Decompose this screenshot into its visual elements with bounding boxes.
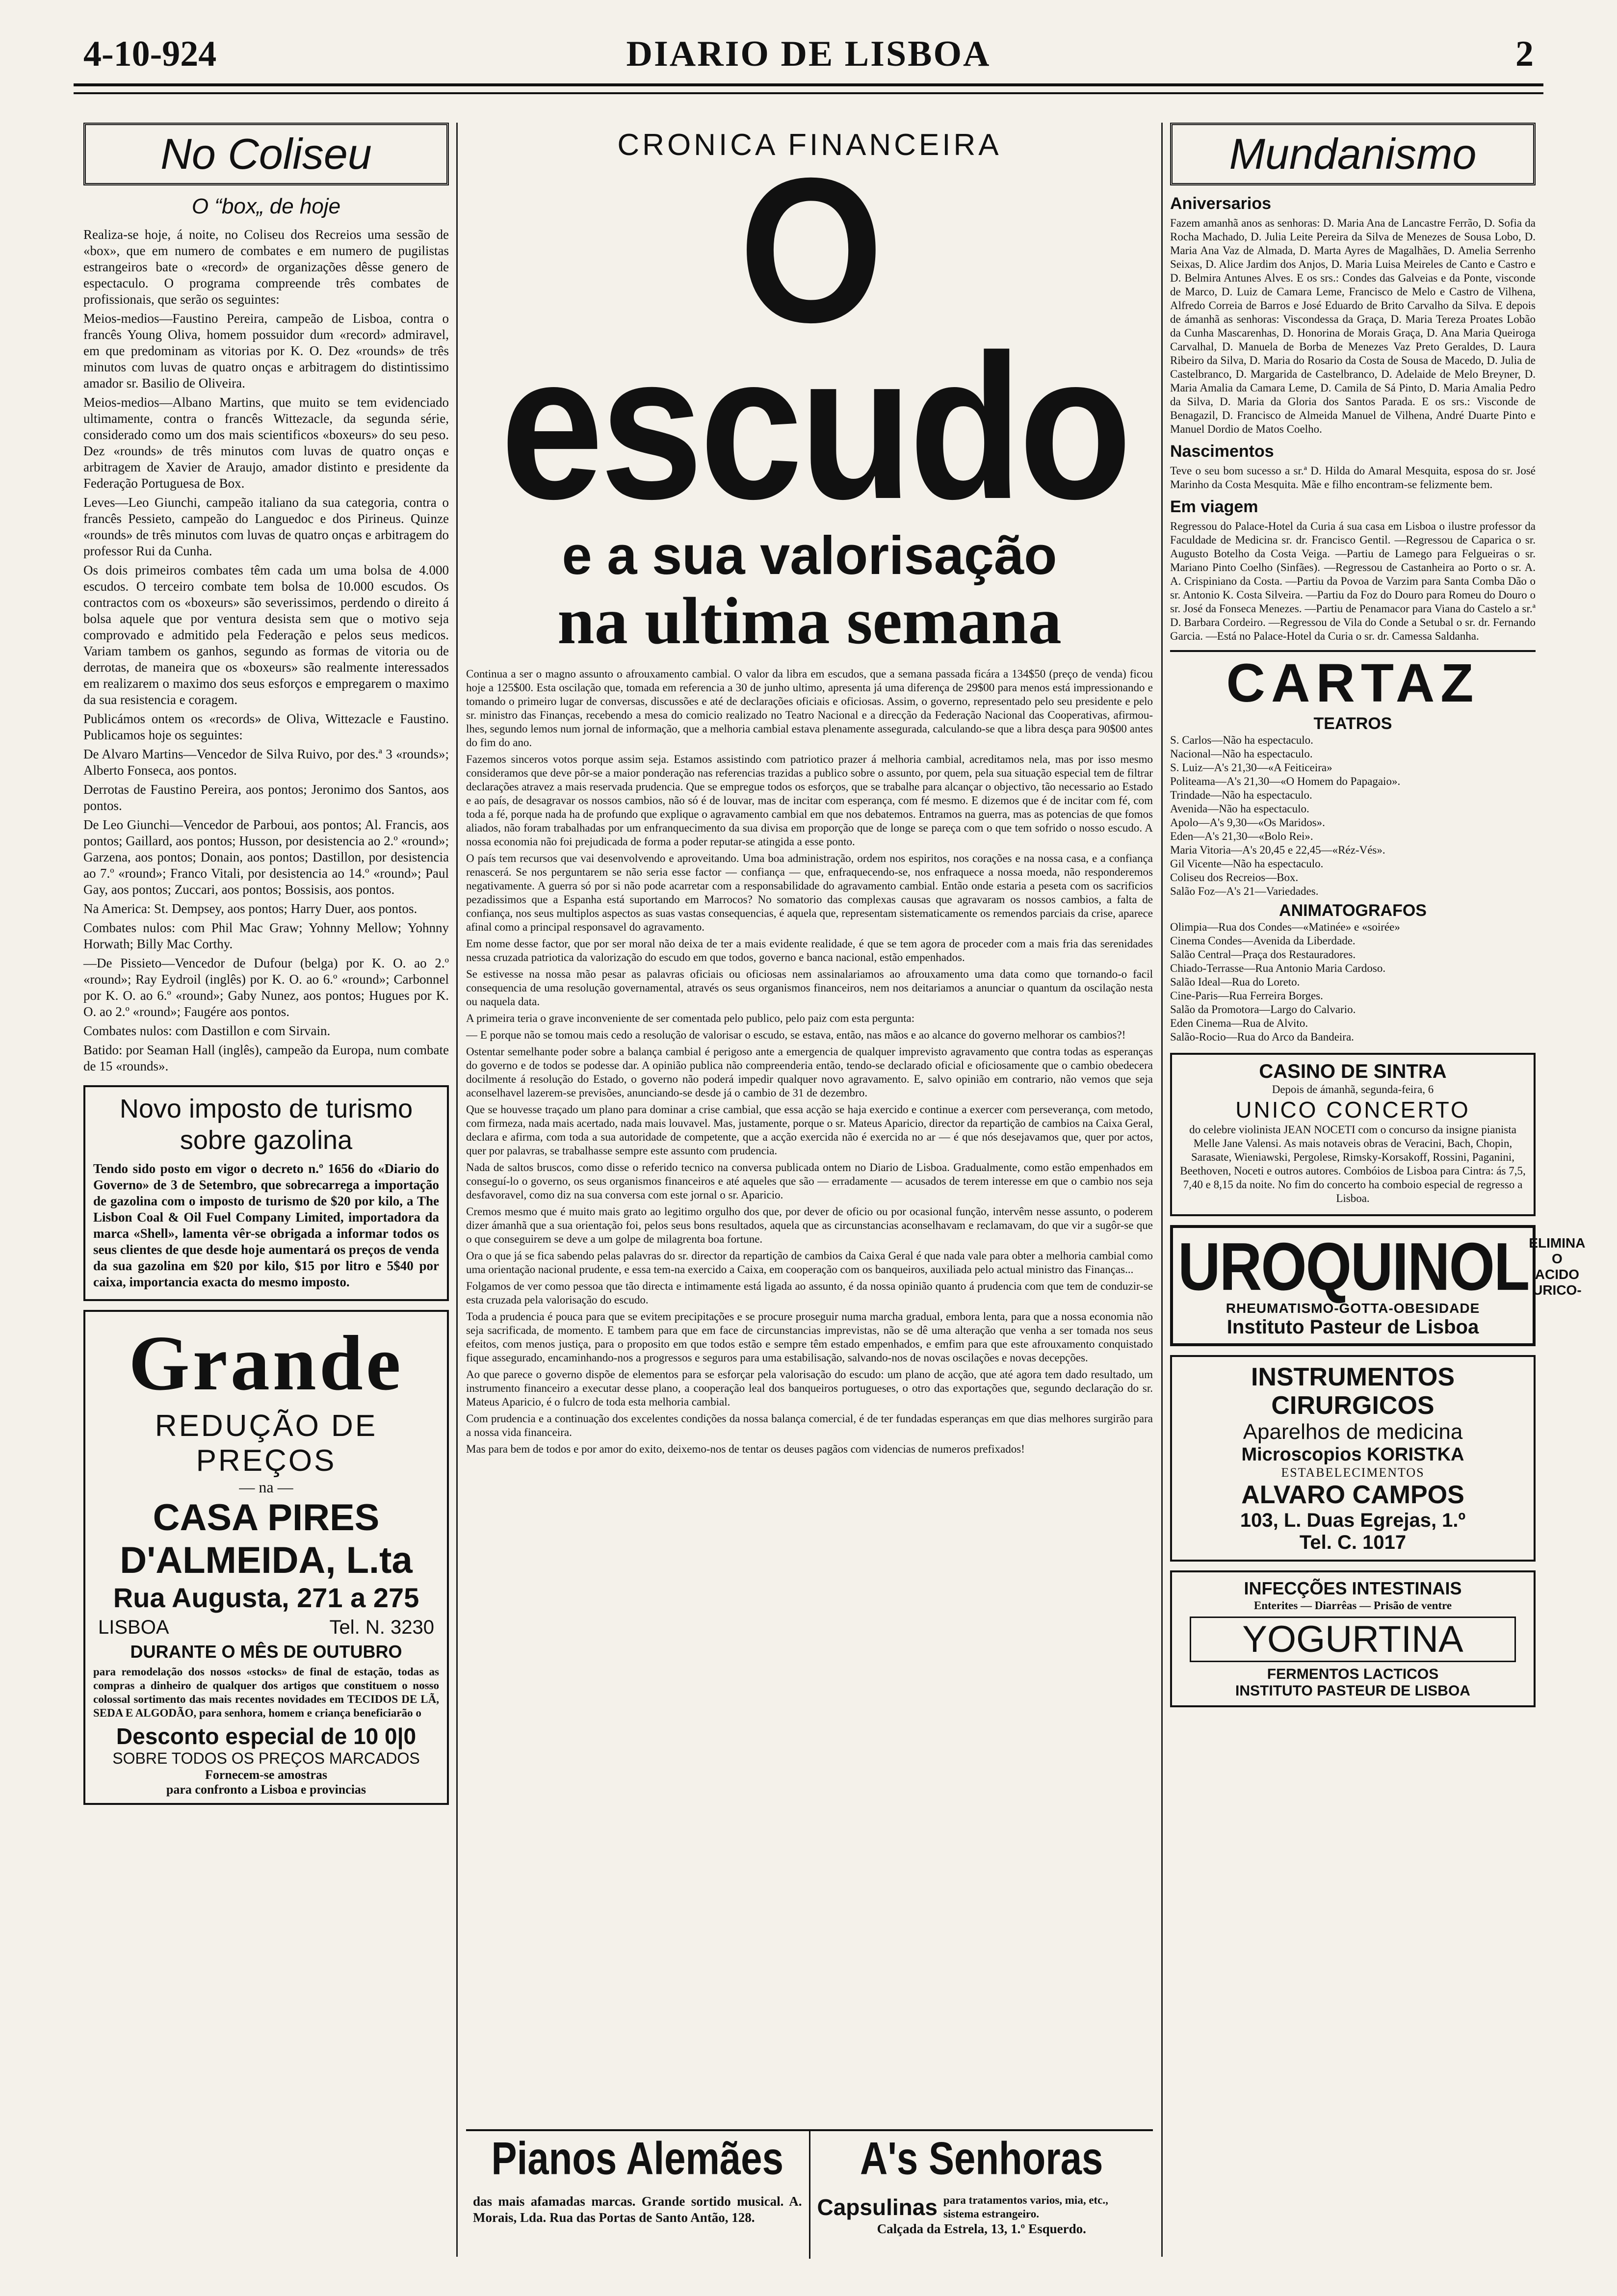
masthead: [74, 29, 1543, 86]
yogurtina-l5: INSTITUTO PASTEUR DE LISBOA: [1235, 1683, 1470, 1699]
newspaper-title: DIARIO DE LISBOA: [626, 34, 991, 74]
instrumentos-l3: Microscopios KORISTKA: [1241, 1444, 1464, 1465]
reducao-line: REDUÇÃO DE PREÇOS: [155, 1409, 378, 1478]
article-paragraph: Nada de saltos bruscos, como disse o referido tecnico na conversa publicada ontem no Diario de Lisboa. Gradualmente, como estão empenhados em conseguí-lo o governo, os seus organismos financeiros e até aqueles que são — erradamente — acusados de terem interesse em que o cambio nos seja desfavoravel, como diz na sua conversa com este jornal o sr. Aparicio.: [466, 1161, 1153, 1201]
article-paragraph: Derrotas de Faustino Pereira, aos pontos; Jeronimo dos Santos, aos pontos.: [83, 782, 449, 813]
article-paragraph: Com prudencia e a continuação dos excelentes condições da nossa balança comercial, é de ter fundadas esperanças em que dias melhores surgirão para a nossa vida financeira.: [466, 1412, 1153, 1438]
teatros-label: TEATROS: [1313, 714, 1392, 733]
listing-item: Chiado-Terrasse—Rua Antonio Maria Cardoso.: [1170, 962, 1386, 974]
confronto-line: para confronto a Lisboa e provincias: [166, 1782, 366, 1797]
aniversarios-text: Fazem amanhã anos as senhoras: D. Maria Ana de Lancastre Ferrão, D. Sofia da Rocha Machado, D. Julia Leite Pereira da Silva de Menezes de Sousa Lobo, D. Maria Ana Vaz de Almada, D. Marta Ayres de Magalhães, D. Amelia Serrenho Seixas, D. Alice Jardim dos Anjos, D. Maria Luisa Meireles de Canto e Castro e D. Belmira Antunes Alves. E os srs.: Condes das Galveias e da Ponte, visconde de Marco, D. Luiz de Camara Leme, Francisco de Melo e Castro de Vilhena, Alfredo Correia de Barros e José Eduardo de Brito Carvalho da Silva. E depois de ámanhã as senhoras: Viscondessa da Graça, D. Maria Tereza Proates Lobão da Cunha Mascarenhas, D. Honorina de Morais Graça, D. Ana Maria Queiroga Carvalhal, D. Manuela de Borba de Menezes Vaz Preto Geraldes, D. Laura Ribeiro da Silva, D. Maria do Rosario da Costa de Sousa de Macedo, D. Julia de Castelbranco, D. Margarida de Castelbranco, D. Adelaide de Melo Breyner, D. Maria Amalia da Camara Leme, D. Camila de Sá Pinto, D. Maria Amalia Pedro da Silva, D. Maria da Gloria dos Santos Parada. E os srs.: Visconde de Benagazil, D. Francisco de Almeida Manuel de Vilhena, André Duarte Pinto e Manuel Dordio de Matos Coelho.: [1170, 217, 1536, 435]
nascimentos-text: Teve o seu bom sucesso a sr.ª D. Hilda do Amaral Mesquita, esposa do sr. José Marinho da Costa Mesquita. Mãe e filho encontram-se felizmente bem.: [1170, 465, 1536, 491]
aniversarios-label: Aniversarios: [1170, 194, 1271, 213]
senhoras-text: para tratamentos varios, mia, etc., sistema estrangeiro.: [943, 2194, 1108, 2220]
instrumentos-title: INSTRUMENTOS CIRURGICOS: [1251, 1363, 1455, 1420]
casa-contact: [98, 1617, 434, 1639]
pianos-ad: [466, 2131, 809, 2259]
casa-city: LISBOA: [98, 1617, 169, 1638]
grande-title: Grande: [129, 1319, 404, 1407]
animatografos-list: [1170, 920, 1536, 1044]
listing-item: Apolo—A's 9,30—«Os Maridos».: [1170, 816, 1325, 829]
listing-item: Salão-Rocio—Rua do Arco da Bandeira.: [1170, 1031, 1354, 1043]
yogurtina-l2: Enterites — Diarrêas — Prisão de ventre: [1253, 1599, 1452, 1612]
amostras-line: Fornecem-se amostras: [205, 1768, 328, 1782]
article-paragraph: Toda a prudencia é pouca para que se evitem precipitações e se procure proseguir numa marcha gradual, embora lenta, para que a nossa economia não seja sacrificada, de momento. E tambem para que em face de circunstancias imprevistas, não se dê uma alteração que venha a ser tomada nos seus efeitos, com menos justiça, para o proposito em que todos estão e sempre têm estado empenhados, e emfim para que este afrouxamento conquistado fique assegurado, encaminhando-nos a progressos e seguros para uma estabilisação, salvando-nos de novas oscilações e novas decepções.: [466, 1310, 1153, 1364]
viagem-label: Em viagem: [1170, 497, 1258, 516]
uroquinol-side-2: O ACIDO: [1535, 1251, 1579, 1282]
listing-item: Eden Cinema—Rua de Alvito.: [1170, 1017, 1308, 1029]
header-rule: [74, 92, 1543, 94]
left-column: [83, 123, 449, 1805]
article-paragraph: Se estivesse na nossa mão pesar as palavras oficiais ou oficiosas nem assinalariamos ao afrouxamento uma data como que tornando-o facil consequencia de uma resolução governamental, através os seus organismos financeiros, nem nos deitariamos a anunciar o quantum da oscilação nesta ou naquela data.: [466, 968, 1153, 1008]
article-paragraph: Combates nulos: com Phil Mac Graw; Yohnny Mellow; Yohnny Horwath; Billy Mac Corthy.: [83, 920, 449, 951]
listing-item: Cine-Paris—Rua Ferreira Borges.: [1170, 990, 1323, 1002]
instrumentos-l2: Aparelhos de medicina: [1243, 1420, 1463, 1444]
uroquinol-side: [1529, 1235, 1585, 1298]
uroquinol-institute: Instituto Pasteur de Lisboa: [1226, 1316, 1479, 1338]
article-paragraph: O país tem recursos que vai desenvolvendo e aproveitando. Uma boa administração, ordem nos espiritos, nos corações e na nossa casa, e a confiança renascerá. Se nos perguntarem se não seria esse factor — confiança — que, enfraquecendo-se, nos enfraquece a nossa moeda, não responderemos negativamente. A guerra só por si não pode acarretar com a responsabilidade do agravamento cambial. Então onde estaria a peseta com os sacrificios pezadissimos que a Espanha está suportando em Marrocos? No somatorio das complexas causas que agravaram os nossos cambios, a falta de confiança, nos seus multiplos aspectos as suas vastas consequencias, é aquela que, representam sistematicamente os remendos parciais da crise, aparece afinal como a principal responsavel do agravamento.: [466, 852, 1153, 933]
article-paragraph: Batido: por Seaman Hall (inglês), campeão da Europa, num combate de 15 «rounds».: [83, 1043, 449, 1073]
listing-item: Politeama—A's 21,30—«O Homem do Papagaio».: [1170, 775, 1401, 787]
casa-name: CASA PIRES D'ALMEIDA, L.ta: [120, 1497, 413, 1581]
article-paragraph: Ao que parece o governo dispõe de elementos para se esforçar pela valorisação do escudo: um plano de acção, que até agora tem dado resultado, um instrumento financeiro a executar desse plano, a cooperação leal dos banqueiros portugueses, o otro das exportações que, segundo declaração do sr. Mateus Aparicio, é o fulcro de toda esta melhoria cambial.: [466, 1368, 1153, 1408]
listing-item: Trindade—Não ha espectaculo.: [1170, 789, 1312, 801]
middle-column: [466, 123, 1153, 1459]
instrumentos-ad: [1170, 1355, 1536, 1562]
headline-deck-2: na ultima semana: [557, 584, 1062, 658]
article-paragraph: De Leo Giunchi—Vencedor de Parboui, aos pontos; Al. Francis, aos pontos; Gaillard, aos pontos; Husson, por desistencia ao 2.º «round»; Garzena, aos pontos; Donain, aos pontos; Dastillon, por desistencia ao 7.º «round»; Franco Vitali, por desistencia ao 14.º «round»; Paul Gay, aos pontos; Zuccari, aos pontos; Bossisis, aos pontos.: [83, 817, 449, 897]
right-column: [1170, 123, 1586, 1707]
nascimentos-label: Nascimentos: [1170, 442, 1274, 461]
article-paragraph: De Alvaro Martins—Vencedor de Silva Ruivo, por des.ª 3 «rounds»; Alberto Fonseca, aos pontos.: [83, 747, 449, 778]
listing-item: Maria Vitoria—A's 20,45 e 22,45—«Réz-Vés».: [1170, 844, 1385, 856]
coliseu-banner-text: No Coliseu: [160, 130, 372, 178]
imposto-title-1: Novo imposto de turismo: [119, 1094, 413, 1123]
cronica-kicker: CRONICA FINANCEIRA: [617, 128, 1002, 162]
durante-line: DURANTE O MÊS DE OUTUBRO: [130, 1642, 402, 1662]
listing-item: Eden—A's 21,30—«Bolo Rei».: [1170, 830, 1313, 842]
box-subhead: O “box„ de hoje: [191, 194, 341, 218]
article-paragraph: Meios-medios—Albano Martins, que muito se tem evidenciado ultimamente, contra o francês Wittezacle, da segunda série, considerado como um dos mais scientificos «boxeurs» do seu peso. Dez «rounds» de três minutos com luvas de quatro onças e arbitragem de Xavier de Araujo, amador distinto e presidente da Federação Portuguesa de Box.: [83, 395, 449, 491]
senhoras-address: Calçada da Estrela, 13, 1.º Esquerdo.: [877, 2221, 1086, 2236]
listing-item: Avenida—Não ha espectaculo.: [1170, 803, 1309, 815]
grande-reducao-ad: [83, 1310, 449, 1805]
casa-address: Rua Augusta, 271 a 275: [113, 1582, 419, 1613]
listing-item: Nacional—Não ha espectaculo.: [1170, 748, 1313, 760]
listing-item: Coliseu dos Recreios—Box.: [1170, 871, 1299, 884]
article-paragraph: Fazemos sinceros votos porque assim seja. Estamos assistindo com patriotico prazer á melhoria cambial, acreditamos nela, mas por isso mesmo consideramos que deve pôr-se a maior ponderação nas referencias trazidas a publico sobre o assunto, por quem, pela sua situação especial tem de filtrar declarações atravez a mais reservada prudencia. Que se empregue todos os esforços, que se trabalhe para alcançar o objectivo, tão necessario ao Estado e ao país, de desagravar os nossos cambios, não só é de louvar, mas de incitar com esperança, com fé mesmo. E dizemos que é de incitar com fé, com toda a fé, porque nada ha de profundo que explique o agravamento cambial em que nos debatemos. Entramos na guerra, mas as potencias de que fomos aliados, não foram trabalhadas por um enfranquecimento da sua divisa em proporção que de longe se pareça com o que tem sofrido o nosso escudo. A nossa economia não foi prejudicada de forma a poder reputar-se atingida a esse ponto.: [466, 753, 1153, 848]
uroquinol-title: UROQUINOL: [1178, 1228, 1529, 1305]
instrumentos-l5: ALVARO CAMPOS: [1241, 1481, 1464, 1509]
listing-item: S. Luiz—A's 21,30—«A Feiticeira»: [1170, 761, 1332, 774]
senhoras-body: [817, 2193, 1147, 2221]
capsulinas-label: Capsulinas: [817, 2194, 938, 2220]
yogurtina-title: INFECÇÕES INTESTINAIS: [1244, 1578, 1462, 1598]
listing-item: Salão Ideal—Rua do Loreto.: [1170, 976, 1300, 988]
casa-tel: Tel. N. 3230: [329, 1617, 434, 1638]
uroquinol-top: [1178, 1228, 1586, 1305]
pianos-title: Pianos Alemães: [491, 2132, 783, 2184]
listing-item: S. Carlos—Não ha espectaculo.: [1170, 734, 1313, 746]
uroquinol-side-1: ELIMINA: [1529, 1235, 1586, 1251]
bottom-ads: [466, 2129, 1153, 2259]
senhoras-ad: [809, 2131, 1153, 2259]
listing-item: Salão Central—Praça dos Restauradores.: [1170, 948, 1356, 961]
cronica-article: [466, 667, 1153, 1456]
listing-item: Salão Foz—A's 21—Variedades.: [1170, 885, 1319, 897]
article-paragraph: Meios-medios—Faustino Pereira, campeão de Lisboa, contra o francês Young Oliva, homem possuidor dum «record» admiravel, em que predominam as vitorias por K. O. Dez «rounds» de três minutos com luvas de quatro onças e arbitragem do distintissimo amador sr. Basilio de Oliveira.: [83, 311, 449, 391]
yogurtina-l4: FERMENTOS LACTICOS: [1267, 1666, 1439, 1682]
senhoras-title: A's Senhoras: [860, 2132, 1103, 2184]
column-rule-left: [456, 123, 458, 2257]
cartaz-section: [1170, 650, 1536, 1044]
instrumentos-l4: ESTABELECIMENTOS: [1281, 1465, 1425, 1480]
listing-item: Olimpia—Rua dos Condes—«Matinée» e «soirée»: [1170, 921, 1400, 933]
article-paragraph: Realiza-se hoje, á noite, no Coliseu dos Recreios uma sessão de «box», que em numero de combates e em numero de pugilistas estrangeiros bate o «record» de organizações dêsse genero de espectaculo. O programa compreende três combates de profissionais, que serão os seguintes:: [83, 227, 449, 307]
main-headline: O escudo: [500, 135, 1129, 542]
article-paragraph: A primeira teria o grave inconveniente de ser comentada pelo publico, pelo paiz com esta pergunta:: [466, 1012, 915, 1024]
article-paragraph: Ostentar semelhante poder sobre a balança cambial é perigoso ante a emergencia de qualquer imprevisto agravamento que contra todas as esperanças do governo e de todos se podesse dar. A opinião publica não compreenderia então, tendo-se declarado oficial e oficiosamente que o cambio obedecera docilmente á resolução do Estado, o governo não poderá impedir qualquer novo agravamento. E, salvo opinião em contrario, não vemos que seja aconselhavel lazerem-se previsões, anunciando-se desde já o cambio de 31 de dezembro.: [466, 1045, 1153, 1099]
article-paragraph: Ora o que já se fica sabendo pelas palavras do sr. director da repartição de cambios da Caixa Geral é que nada vale para obter a melhoria cambial como uma orientação nacional prudente, e essa tem-na exercido a Caixa, em cooperação com os banqueiros, auxiliada pelo actual ministro das Finanças...: [466, 1250, 1153, 1276]
coliseu-banner: [83, 123, 449, 185]
pianos-text: das mais afamadas marcas. Grande sortido musical. A. Morais, Lda. Rua das Portas de Santo Antão, 128.: [473, 2194, 802, 2225]
cartaz-title: CARTAZ: [1226, 653, 1480, 713]
casino-title: CASINO DE SINTRA: [1259, 1061, 1447, 1082]
article-paragraph: Que se houvesse traçado um plano para dominar a crise cambial, que essa acção se haja exercido e continue a exercer com perseverança, com metodo, com firmeza, nada mais acertado, nada mais louvavel. Mas, justamente, porque o sr. Mateus Aparicio, director da repartição de cambios na Caixa Geral, declara e afirma, com toda a sua autoridade de competente, que a acção exercida não é exercida no ar — é que nós desejavamos que, quer por actos, quer por palavras, se trabalhasse sempre este assunto com prudencia.: [466, 1103, 1153, 1157]
mundanismo-banner: [1170, 123, 1536, 185]
uroquinol-ad: [1170, 1225, 1586, 1346]
casino-sub: Depois de ámanhã, segunda-feira, 6: [1272, 1083, 1434, 1096]
uroquinol-side-3: URICO-: [1533, 1282, 1582, 1298]
animatografos-label: ANIMATOGRAFOS: [1279, 901, 1427, 920]
listing-item: Cinema Condes—Avenida da Liberdade.: [1170, 935, 1356, 947]
article-paragraph: Folgamos de ver como pessoa que tão directa e intimamente está ligada ao assunto, é da nossa opinião quanto á prudencia com que tem de conduzir-se esta cruzada pela valorisação do escudo.: [466, 1280, 1153, 1306]
desconto-line: Desconto especial de 10 0|0: [116, 1723, 417, 1749]
coliseu-article: [83, 227, 449, 1074]
column-rule-right: [1161, 123, 1163, 2257]
issue-date: 4-10-924: [83, 34, 217, 74]
mundanismo-banner-text: Mundanismo: [1229, 130, 1477, 178]
grande-body: para remodelação dos nossos «stocks» de final de estação, todas as compras a dinheiro de qualquer dos artigos que constituem o nosso colossal sortimento das mais recentes novidades em TECIDOS DE LÃ, SEDA E ALGODÃO, para senhora, homem e criança beneficiarão o: [93, 1666, 439, 1719]
casino-text: do celebre violinista JEAN NOCETI com o concurso da insigne pianista Melle Jane Valensi. As mais notaveis obras de Veracini, Bach, Chopin, Sarasate, Wieniawski, Pergolese, Rimsky-Korsakoff, Rossini, Paganini, Beethoven, Noceti e outros autores. Combóios de Lisboa para Cintra: ás 7,5, 7,40 e 8,15 da noite. No fim do concerto ha comboio especial de regresso a Lisboa.: [1180, 1123, 1526, 1204]
casino-sintra-ad: [1170, 1053, 1536, 1216]
listing-item: Gil Vicente—Não ha espectaculo.: [1170, 858, 1324, 870]
yogurtina-brand: YOGURTINA: [1190, 1617, 1516, 1662]
viagem-text: Regressou do Palace-Hotel da Curia á sua casa em Lisboa o ilustre professor da Faculdade de Medicina sr. dr. Francisco Gentil. —Regressou de Caparica o sr. Augusto Botelho da Costa Veiga. —Partiu de Lamego para Felgueiras o sr. Mariano Pinto Coelho (Sinfães). —Regressou de Castanheira ao Porto o sr. A. A. Crispiniano da Costa. —Partiu da Povoa de Varzim para Santa Comba Dão o sr. Antonio K. Costa Silveira. —Partiu da Foz do Douro para Romeu do Douro o sr. José da Fonseca Menezes. —Partiu de Penamacor para Viana do Castelo a sr.ª D. Barbara Cordeiro. —Regressou de Vila do Conde a Setubal o sr. dr. Fernando Garcia. —Está no Palace-Hotel da Curia o sr. dr. Camessa Saldanha.: [1170, 520, 1536, 642]
article-paragraph: Leves—Leo Giunchi, campeão italiano da sua categoria, contra o francês Pessieto, campeão do Languedoc e dos Pirineus. Quinze «rounds» de três minutos com luvas de quatro onças e arbitragem do professor Rui da Cunha.: [83, 495, 449, 558]
instrumentos-l7: Tel. C. 1017: [1299, 1532, 1407, 1553]
page-number: 2: [1515, 34, 1534, 74]
na-line: — na —: [239, 1478, 293, 1496]
casino-concerto: UNICO CONCERTO: [1235, 1097, 1470, 1122]
instrumentos-l6: 103, L. Duas Egrejas, 1.º: [1240, 1510, 1466, 1531]
headline-deck-1: e a sua valorisação: [562, 525, 1057, 586]
article-paragraph: —De Pissieto—Vencedor de Dufour (belga) por K. O. ao 2.º «round»; Ray Eydroil (inglês) por K. O. ao 6.º «round»; Carbonnel por K. O. ao 6.º «round»; Gaby Nunez, aos pontos; Hugues por K. O. ao 2.º «round»; Faugére aos pontos.: [83, 956, 449, 1019]
article-paragraph: Publicámos ontem os «records» de Oliva, Wittezacle e Faustino. Publicamos hoje os seguintes:: [83, 711, 449, 742]
imposto-notice: [83, 1085, 449, 1301]
yogurtina-ad: [1170, 1570, 1536, 1707]
article-paragraph: Combates nulos: com Dastillon e com Sirvain.: [83, 1023, 331, 1038]
article-paragraph: Mas para bem de todos e por amor do exito, deixemo-nos de tentar os deuses pagãos com videncias de numeros prefixados!: [466, 1443, 1025, 1455]
sobre-line: SOBRE TODOS OS PREÇOS MARCADOS: [112, 1749, 420, 1767]
article-paragraph: Cremos mesmo que é muito mais grato ao legitimo orgulho dos que, por dever de oficio ou por ocasional função, intervêm nesse assunto, o poderem dizer ámanhã que a sua orientação foi, pelos seus bons resultados, aquela que as circunstancias aconselhavam e reclamavam, do que vir a sugôr-se que o que conseguirem se deve a um golpe de milagrenta boa fortune.: [466, 1205, 1153, 1245]
imposto-text: Tendo sido posto em vigor o decreto n.º 1656 do «Diario do Governo» de 3 de Setembro, que sobrecarrega a importação de gazolina com o imposto de turismo de $20 por kilo, a The Lisbon Coal & Oil Fuel Company Limited, importadora da marca «Shell», lamenta vêr-se obrigada a informar todos os seus clientes de que desde hoje aumentará os preços de venda da sua gazolina em $20 por kilo, $15 por litro e 5$40 por caixa, importancia exacta do mesmo imposto.: [93, 1161, 439, 1289]
listing-item: Salão da Promotora—Largo do Calvario.: [1170, 1003, 1356, 1016]
article-paragraph: — E porque não se tomou mais cedo a resolução de valorisar o escudo, se estava, então, nas mãos e ao alcance do governo melhorar os cambios?!: [466, 1029, 1126, 1041]
teatros-list: [1170, 733, 1536, 898]
article-paragraph: Na America: St. Dempsey, aos pontos; Harry Duer, aos pontos.: [83, 901, 417, 916]
imposto-title-2: sobre gazolina: [180, 1125, 353, 1155]
uroquinol-sub: RHEUMATISMO-GOTTA-OBESIDADE: [1226, 1301, 1480, 1316]
article-paragraph: Em nome desse factor, que por ser moral não deixa de ter a mais evidente realidade, é que se tem agora de proceder com a mais fria das serenidades nessa cruzada patriotica da valorização do escudo em que todos, governo e banca nacional, estão empenhados.: [466, 938, 1153, 964]
article-paragraph: Continua a ser o magno assunto o afrouxamento cambial. O valor da libra em escudos, que a semana passada ficára a 134$50 (preço de venda) ficou hoje a 125$00. Esta oscilação que, tomada em referencia a 30 de junho ultimo, apresenta já uma diferença de 29$00 para menos está impressionando e tomando o primeiro lugar de conversas, discussões e até de declarações oficiais e oficiosas. Assim, o governo, representado pelo seu presidente e pelo sr. ministro das Finanças, recebendo a mesa do comicio realizado no Teatro Nacional e a direcção da Federação Nacional das Cooperativas, afirmou-lhes, segundo lemos num jornal de informação, que a melhoria cambial estava plenamente assegurada, calculando-se que a libra desça para 90$00 antes do fim do ano.: [466, 668, 1153, 749]
article-paragraph: Os dois primeiros combates têm cada um uma bolsa de 4.000 escudos. O terceiro combate tem bolsa de 10.000 escudos. Os contractos com os «boxeurs» são severissimos, perdendo o direito á bolsa aquele que por ventura desista sem que o motivo seja comprovado e admitido pela Federação e pelos seus medicos. Variam tambem os ganhos, segundo as formas de vitoria ou de derrotas, de maneira que os «boxeurs» são realmente interessados em realizarem o maximo dos seus esforços e empregarem o maximo da sua resistencia e coragem.: [83, 563, 449, 707]
